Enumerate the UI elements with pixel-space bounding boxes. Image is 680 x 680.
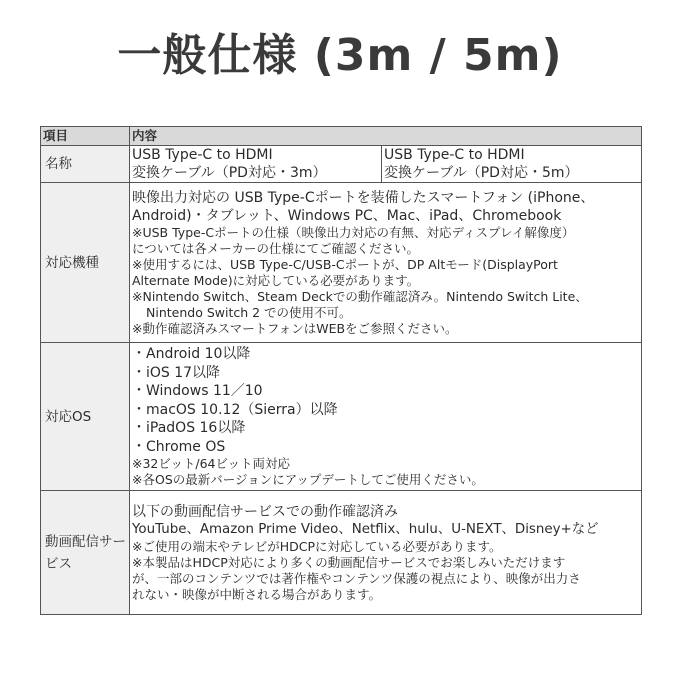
os-item-4: ・macOS 10.12（Sierra）以降 bbox=[132, 401, 338, 418]
streaming-line-1: 以下の動画配信サービスでの動作確認済み bbox=[132, 503, 398, 520]
devices-label: 対応機種 bbox=[41, 183, 130, 343]
streaming-line-2: YouTube、Amazon Prime Video、Netflix、hulu、U-NEXT、Disney+など bbox=[132, 521, 599, 537]
spec-table bbox=[40, 126, 642, 615]
devices-line-1: 映像出力対応の USB Type-Cポートを装備したスマートフォン (iPhone、 bbox=[132, 189, 595, 206]
devices-line-9: ※動作確認済みスマートフォンはWEBをご参照ください。 bbox=[132, 320, 458, 336]
table-header-row bbox=[41, 127, 642, 146]
streaming-line-5: が、一部のコンテンツでは著作権やコンテンツ保護の視点により、映像が出力さ bbox=[132, 570, 581, 586]
name-5m-line-1: USB Type-C to HDMI bbox=[384, 147, 525, 163]
name-3m-line-2: 変換ケーブル（PD対応・3m） bbox=[132, 165, 327, 181]
name-row bbox=[41, 146, 642, 183]
name-5m-cell bbox=[382, 146, 642, 183]
name-3m-line-1: USB Type-C to HDMI bbox=[132, 147, 273, 163]
streaming-line-4: ※本製品はHDCP対応により多くの動画配信サービスでお楽しみいただけます bbox=[132, 554, 566, 570]
name-label: 名称 bbox=[41, 146, 130, 183]
streaming-label: 動画配信サービス bbox=[41, 491, 130, 615]
name-3m-cell bbox=[130, 146, 382, 183]
header-item: 項目 bbox=[41, 127, 130, 146]
os-item-3: ・Windows 11／10 bbox=[132, 383, 263, 399]
os-label: 対応OS bbox=[41, 343, 130, 491]
os-cell bbox=[130, 343, 642, 491]
devices-line-6: Alternate Mode)に対応している必要があります。 bbox=[132, 272, 420, 288]
devices-line-4: については各メーカーの仕様にてご確認ください。 bbox=[132, 240, 420, 256]
name-5m-line-2: 変換ケーブル（PD対応・5m） bbox=[384, 165, 579, 181]
devices-line-3: ※USB Type-Cポートの仕様（映像出力対応の有無、対応ディスプレイ解像度） bbox=[132, 224, 575, 240]
streaming-row bbox=[41, 491, 642, 615]
devices-row bbox=[41, 183, 642, 343]
os-item-2: ・iOS 17以降 bbox=[132, 364, 221, 381]
devices-line-5: ※使用するには、USB Type-C/USB-Cポートが、DP Altモード(DisplayPort bbox=[132, 256, 558, 272]
os-note-2: ※各OSの最新バージョンにアップデートしてご使用ください。 bbox=[132, 472, 484, 487]
os-item-1: ・Android 10以降 bbox=[132, 346, 251, 362]
os-note-1: ※32ビット/64ビット両対応 bbox=[132, 456, 290, 471]
devices-line-7: ※Nintendo Switch、Steam Deckでの動作確認済み。Nintendo Switch Lite、 bbox=[132, 288, 588, 304]
streaming-line-6: れない・映像が中断される場合があります。 bbox=[132, 586, 382, 602]
devices-cell bbox=[130, 183, 642, 343]
header-content: 内容 bbox=[130, 127, 642, 146]
page-title: 一般仕様 (3m / 5m) bbox=[117, 30, 563, 81]
streaming-line-3: ※ご使用の端末やテレビがHDCPに対応している必要があります。 bbox=[132, 538, 502, 554]
devices-line-2: Android)・タブレット、Windows PC、Mac、iPad、Chromebook bbox=[132, 207, 562, 224]
devices-line-8: Nintendo Switch 2 での使用不可。 bbox=[146, 304, 352, 320]
os-item-5: ・iPadOS 16以降 bbox=[132, 420, 246, 436]
os-item-6: ・Chrome OS bbox=[132, 438, 226, 455]
os-row bbox=[41, 343, 642, 491]
streaming-cell bbox=[130, 491, 642, 615]
